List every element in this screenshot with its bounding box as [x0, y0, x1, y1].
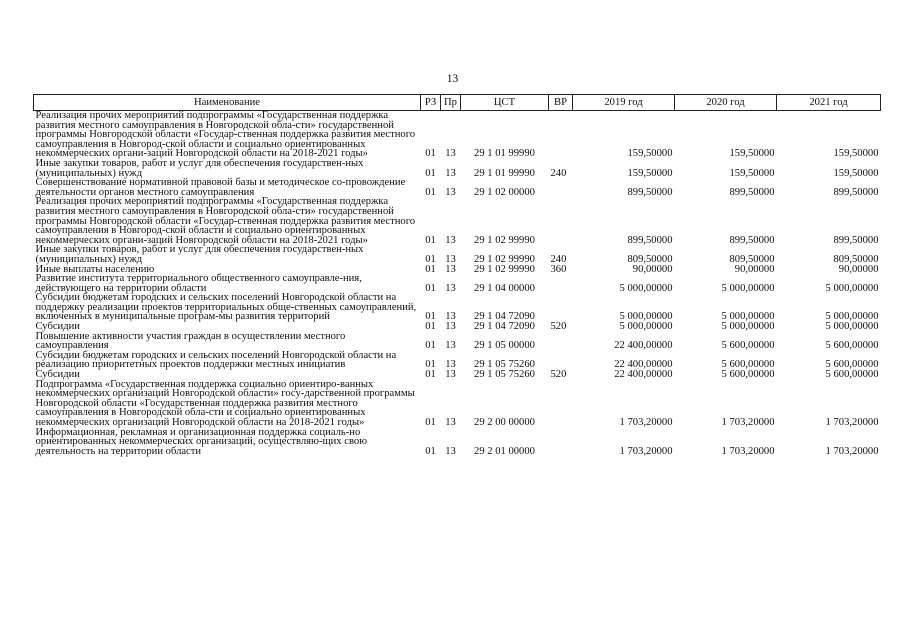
row-name: Развитие института территориального общественного самоуправле-ния, действующего на территории области — [35, 273, 362, 294]
row-pr: 13 — [445, 340, 456, 352]
row-name: Повышение активности участия граждан в осуществлении местного самоуправления — [35, 330, 346, 352]
row-vr — [549, 197, 573, 245]
row-2021: 809,50000 — [833, 253, 879, 265]
row-vr — [549, 380, 573, 428]
row-2019: 159,50000 — [627, 167, 673, 179]
row-rz: 01 — [425, 340, 436, 352]
row-pr: 13 — [445, 148, 456, 160]
row-name: Иные закупки товаров, работ и услуг для обеспечения государствен-ных (муниципальных) нужд — [35, 157, 364, 179]
row-pr: 13 — [445, 321, 456, 333]
row-cst: 29 1 01 99990 — [474, 167, 535, 179]
row-rz: 01 — [425, 321, 436, 333]
row-cst: 29 1 04 72090 — [474, 311, 535, 323]
row-2021: 5 600,00000 — [825, 369, 879, 381]
row-2020: 899,50000 — [729, 234, 775, 246]
row-pr: 13 — [445, 369, 456, 381]
row-cst: 29 2 00 00000 — [474, 417, 535, 428]
row-name: Совершенствование нормативной правовой базы и методическое со-провождение деятельности органов местного самоуправления — [35, 177, 406, 198]
row-vr — [549, 332, 573, 351]
row-pr: 13 — [445, 359, 456, 371]
row-cst: 29 1 04 00000 — [474, 282, 535, 294]
row-cst: 29 1 02 99990 — [474, 253, 535, 265]
row-2019: 899,50000 — [627, 186, 673, 198]
row-rz: 01 — [425, 282, 436, 294]
row-name: Иные закупки товаров, работ и услуг для обеспечения государствен-ных (муниципальных) нужд — [35, 244, 364, 265]
row-pr: 13 — [445, 263, 456, 275]
row-2021: 899,50000 — [833, 234, 879, 246]
row-rz: 01 — [425, 234, 436, 246]
row-2020: 5 600,00000 — [721, 369, 775, 381]
row-2021: 159,50000 — [833, 148, 879, 160]
row-2021: 1 703,20000 — [825, 445, 879, 457]
row-vr: 360 — [550, 263, 567, 275]
row-rz: 01 — [425, 445, 436, 457]
page-number: 13 — [446, 73, 459, 85]
budget-table — [33, 94, 881, 456]
row-vr — [549, 274, 573, 293]
row-cst: 29 1 04 72090 — [474, 321, 535, 333]
row-2021: 5 600,00000 — [825, 359, 879, 371]
row-2020: 5 000,00000 — [721, 282, 775, 294]
row-2019: 5 000,00000 — [619, 321, 673, 333]
row-2021: 159,50000 — [833, 167, 879, 179]
table-row — [34, 351, 881, 370]
row-2020: 1 703,20000 — [721, 445, 775, 457]
row-vr: 240 — [550, 167, 567, 179]
row-2019: 809,50000 — [627, 253, 673, 265]
table-row — [34, 274, 881, 293]
row-vr — [549, 178, 573, 197]
row-cst: 29 1 02 99990 — [474, 234, 535, 246]
row-rz: 01 — [425, 167, 436, 179]
row-vr — [549, 428, 573, 457]
header-2020: 2020 год — [675, 95, 777, 111]
row-2019: 90,00000 — [632, 263, 673, 275]
row-rz: 01 — [425, 253, 436, 265]
row-vr: 520 — [550, 369, 567, 381]
row-name: Реализация прочих мероприятий подпрограммы «Государственная поддержка развития местного самоуправления в Новгородской обла-сти» государственной программы Новгородской области «Государ-ственная поддержка развития местного самоуправления в Новгород-ской области и социально ориентированных некоммерческих органи-заций Новгородской области на 2018-2021 годы» — [35, 110, 416, 160]
row-pr: 13 — [445, 253, 456, 265]
row-2021: 899,50000 — [833, 186, 879, 198]
row-2020: 5 000,00000 — [721, 321, 775, 333]
table-row — [34, 111, 881, 159]
table-row — [34, 380, 881, 428]
row-2021: 90,00000 — [838, 263, 879, 275]
table-row — [34, 197, 881, 245]
row-name: Субсидии бюджетам городских и сельских поселений Новгородской области на реализацию приоритетных проектов поддержки местных инициатив — [35, 349, 397, 371]
row-pr: 13 — [445, 186, 456, 198]
row-cst: 29 1 02 99990 — [474, 263, 535, 275]
row-2021: 5 000,00000 — [825, 282, 879, 294]
row-rz: 01 — [425, 186, 436, 198]
table-row — [34, 159, 881, 178]
row-name: Субсидии — [35, 369, 80, 381]
header-name: Наименование — [34, 95, 421, 111]
row-pr: 13 — [445, 311, 456, 323]
row-pr: 13 — [445, 282, 456, 294]
row-2020: 809,50000 — [729, 253, 775, 265]
row-2019: 159,50000 — [627, 148, 673, 160]
row-name: Подпрограмма «Государственная поддержка социально ориентиро-ванных некоммерческих организаций Новгородской области» госу-дарственной программы Новгородской области «Государственная поддержка развития местного самоуправления в Новгородской обла-сти и социально ориентированных некоммерческих организаций Новгородской области на 2018-2021 годы» — [35, 378, 415, 428]
row-rz: 01 — [425, 369, 436, 381]
row-cst: 29 1 01 99990 — [474, 148, 535, 160]
row-pr: 13 — [445, 167, 456, 179]
row-2021: 5 600,00000 — [825, 340, 879, 352]
header-pr: Пр — [441, 95, 461, 111]
row-2020: 159,50000 — [729, 167, 775, 179]
row-2019: 5 000,00000 — [619, 311, 673, 323]
row-cst: 29 1 05 75260 — [474, 369, 535, 381]
row-2021: 1 703,20000 — [825, 417, 879, 428]
row-2019: 1 703,20000 — [619, 445, 673, 457]
row-2020: 5 000,00000 — [721, 311, 775, 323]
row-pr: 13 — [445, 445, 456, 457]
row-rz: 01 — [425, 417, 436, 428]
row-2021: 5 000,00000 — [825, 311, 879, 323]
row-vr: 240 — [550, 253, 567, 265]
header-rz: РЗ — [421, 95, 441, 111]
row-cst: 29 1 02 00000 — [474, 186, 535, 198]
header-2021: 2021 год — [777, 95, 881, 111]
table-body — [34, 111, 881, 457]
row-2020: 159,50000 — [729, 148, 775, 160]
row-rz: 01 — [425, 359, 436, 371]
header-cst: ЦСТ — [461, 95, 549, 111]
row-2019: 22 400,00000 — [614, 340, 673, 352]
row-cst: 29 2 01 00000 — [474, 445, 535, 457]
row-name: Субсидии бюджетам городских и сельских поселений Новгородской области на поддержку реализации проектов территориальных обще-ственных самоуправлений, включенных в муниципальные програм-мы развития территорий — [35, 292, 417, 323]
row-2019: 22 400,00000 — [614, 369, 673, 381]
row-2020: 1 703,20000 — [721, 417, 775, 428]
row-name: Иные выплаты населению — [35, 263, 155, 275]
row-name: Субсидии — [35, 321, 80, 333]
row-cst: 29 1 05 75260 — [474, 359, 535, 371]
row-2019: 5 000,00000 — [619, 282, 673, 294]
row-2020: 5 600,00000 — [721, 359, 775, 371]
row-vr — [549, 351, 573, 370]
row-name: Информационная, рекламная и организационная поддержка социаль-но ориентированных некоммерческих организаций, осуществляю-щих свою деятельность на территории области — [35, 426, 368, 457]
row-2019: 899,50000 — [627, 234, 673, 246]
table-header-row — [34, 95, 881, 111]
header-2019: 2019 год — [573, 95, 675, 111]
row-2021: 5 000,00000 — [825, 321, 879, 333]
row-2019: 1 703,20000 — [619, 417, 673, 428]
row-cst: 29 1 05 00000 — [474, 340, 535, 352]
row-rz: 01 — [425, 311, 436, 323]
table-row — [34, 293, 881, 322]
row-pr: 13 — [445, 234, 456, 246]
row-name: Реализация прочих мероприятий подпрограммы «Государственная поддержка развития местного самоуправления в Новгородской обла-сти» государственной программы Новгородской области «Государ-ственная поддержка развития местного самоуправления в Новгород-ской области и социально ориентированных некоммерческих органи-заций Новгородской области на 2018-2021 годы» — [35, 196, 416, 246]
row-rz: 01 — [425, 263, 436, 275]
row-pr: 13 — [445, 417, 456, 428]
header-vr: ВР — [549, 95, 573, 111]
row-2020: 899,50000 — [729, 186, 775, 198]
row-2020: 90,00000 — [734, 263, 775, 275]
row-2019: 22 400,00000 — [614, 359, 673, 371]
table-row — [34, 245, 881, 264]
row-vr: 520 — [550, 321, 567, 333]
table-row — [34, 428, 881, 457]
row-vr — [549, 111, 573, 159]
row-rz: 01 — [425, 148, 436, 160]
table-row — [34, 178, 881, 197]
row-2020: 5 600,00000 — [721, 340, 775, 352]
table-row — [34, 332, 881, 351]
row-vr — [549, 293, 573, 322]
